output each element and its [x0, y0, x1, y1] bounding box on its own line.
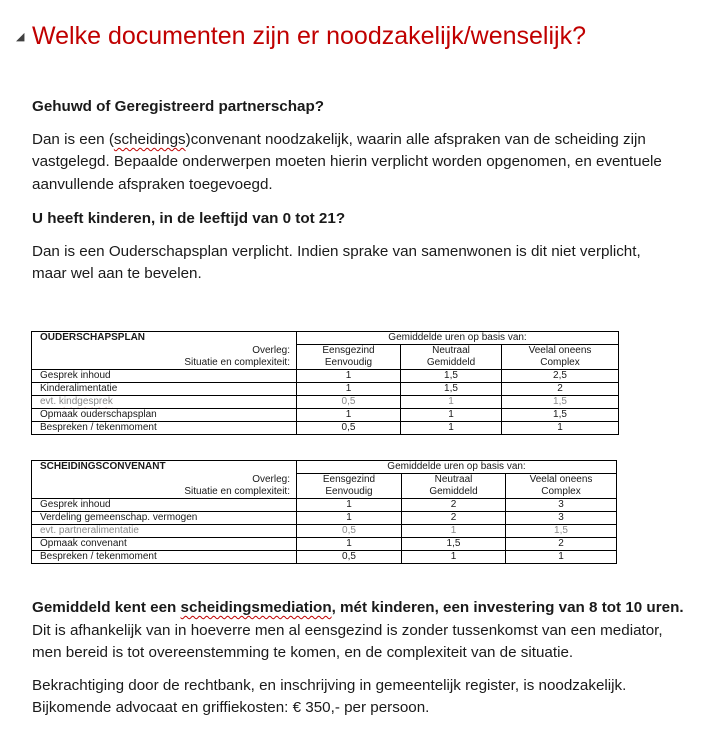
section3-body — [32, 620, 702, 665]
row-label: Opmaak ouderschapsplan — [32, 409, 297, 422]
col-overleg: Neutraal — [401, 345, 502, 358]
section2-body — [32, 241, 702, 286]
cell-value: 0,5 — [297, 422, 401, 435]
cell-value: 0,5 — [297, 525, 402, 538]
row-label: Verdeling gemeenschap. vermogen — [32, 512, 297, 525]
cell-value: 1,5 — [402, 538, 506, 551]
scheidingsconvenant-table — [31, 460, 617, 564]
table-row — [32, 409, 619, 422]
cell-value: 1 — [297, 409, 401, 422]
cell-value: 1,5 — [401, 383, 502, 396]
cell-value: 1,5 — [502, 396, 619, 409]
table-row — [32, 525, 617, 538]
section1-line3: aanvullende afspraken toegevoegd. — [32, 175, 273, 193]
section2-title: U heeft kinderen, in de leeftijd van 0 tot 21? — [32, 210, 346, 227]
section2-line1: Dan is een Ouderschapsplan verplicht. Indien sprake van samenwonen is dit niet verplicht, — [32, 243, 641, 260]
table-row — [32, 512, 617, 525]
cell-value: 1,5 — [502, 409, 619, 422]
cell-value: 1 — [402, 551, 506, 564]
section1-line1: Dan is een (scheidings)convenant noodzakelijk, waarin alle afspraken van de scheiding zijn — [32, 131, 646, 148]
col-situatie: Eenvoudig — [297, 486, 402, 499]
situatie-label: Situatie en complexiteit: — [32, 486, 297, 499]
cell-value: 3 — [506, 512, 617, 525]
cell-value: 1 — [502, 422, 619, 435]
row-label: evt. kindgesprek — [32, 396, 297, 409]
heading-text: Welke documenten zijn er noodzakelijk/wenselijk? — [32, 22, 586, 50]
ouderschapsplan-table — [31, 331, 619, 435]
col-situatie: Gemiddeld — [401, 357, 502, 370]
table-row — [32, 396, 619, 409]
section4-line2: Bijkomende advocaat en griffiekosten: € 350,- per persoon. — [32, 699, 430, 717]
table-header: Gemiddelde uren op basis van: — [297, 461, 617, 474]
section3-line1: Dit is afhankelijk van in hoeverre men al eensgezind is zonder tussenkomst van een mediator, — [32, 622, 663, 639]
col-overleg: Veelal oneens — [506, 474, 617, 487]
overleg-label: Overleg: — [32, 474, 297, 487]
situatie-label: Situatie en complexiteit: — [32, 357, 297, 370]
section1-body — [32, 129, 702, 196]
overleg-label: Overleg: — [32, 345, 297, 358]
cell-value: 2 — [402, 512, 506, 525]
table-title: SCHEIDINGSCONVENANT — [32, 461, 297, 474]
cell-value: 1 — [297, 499, 402, 512]
row-label: evt. partneralimentatie — [32, 525, 297, 538]
table-row — [32, 538, 617, 551]
table-row — [32, 383, 619, 396]
row-label: Bespreken / tekenmoment — [32, 551, 297, 564]
col-overleg: Neutraal — [402, 474, 506, 487]
table-header: Gemiddelde uren op basis van: — [297, 332, 619, 345]
cell-value: 1 — [402, 525, 506, 538]
col-situatie: Gemiddeld — [402, 486, 506, 499]
cell-value: 1 — [401, 396, 502, 409]
table-row — [32, 551, 617, 564]
col-situatie: Complex — [506, 486, 617, 499]
cell-value: 3 — [506, 499, 617, 512]
cell-value: 1 — [401, 422, 502, 435]
cell-value: 1 — [297, 512, 402, 525]
section4-body — [32, 675, 702, 720]
cell-value: 1 — [297, 538, 402, 551]
cell-value: 1 — [401, 409, 502, 422]
cell-value: 1,5 — [401, 370, 502, 383]
col-situatie: Eenvoudig — [297, 357, 401, 370]
row-label: Gesprek inhoud — [32, 499, 297, 512]
section3-line2: men bereid is tot overeenstemming te komen, en de complexiteit van de situatie. — [32, 644, 574, 662]
row-label: Opmaak convenant — [32, 538, 297, 551]
cell-value: 2 — [502, 383, 619, 396]
section1-title: Gehuwd of Geregistreerd partnerschap? — [32, 98, 325, 115]
section3-title: Gemiddeld kent een scheidingsmediation, mét kinderen, een investering van 8 tot 10 uren. — [32, 599, 684, 616]
cell-value: 2,5 — [502, 370, 619, 383]
cell-value: 1 — [297, 383, 401, 396]
table-row — [32, 499, 617, 512]
table-title: OUDERSCHAPSPLAN — [32, 332, 297, 345]
section-heading — [16, 22, 586, 51]
section2-line2: maar wel aan te bevelen. — [32, 265, 202, 283]
col-overleg: Veelal oneens — [502, 345, 619, 358]
col-overleg: Eensgezind — [297, 345, 401, 358]
cell-value: 0,5 — [297, 396, 401, 409]
row-label: Bespreken / tekenmoment — [32, 422, 297, 435]
cell-value: 1 — [506, 551, 617, 564]
table-row — [32, 422, 619, 435]
row-label: Gesprek inhoud — [32, 370, 297, 383]
cell-value: 0,5 — [297, 551, 402, 564]
col-overleg: Eensgezind — [297, 474, 402, 487]
cell-value: 1,5 — [506, 525, 617, 538]
row-label: Kinderalimentatie — [32, 383, 297, 396]
cell-value: 2 — [506, 538, 617, 551]
collapse-caret-icon[interactable]: ◢ — [16, 31, 25, 43]
col-situatie: Complex — [502, 357, 619, 370]
cell-value: 1 — [297, 370, 401, 383]
cell-value: 2 — [402, 499, 506, 512]
section4-line1: Bekrachtiging door de rechtbank, en inschrijving in gemeentelijk register, is noodzakelijk. — [32, 677, 627, 694]
table-row — [32, 370, 619, 383]
section1-line2: vastgelegd. Bepaalde onderwerpen moeten hierin verplicht worden opgenomen, en eventuele — [32, 153, 662, 171]
